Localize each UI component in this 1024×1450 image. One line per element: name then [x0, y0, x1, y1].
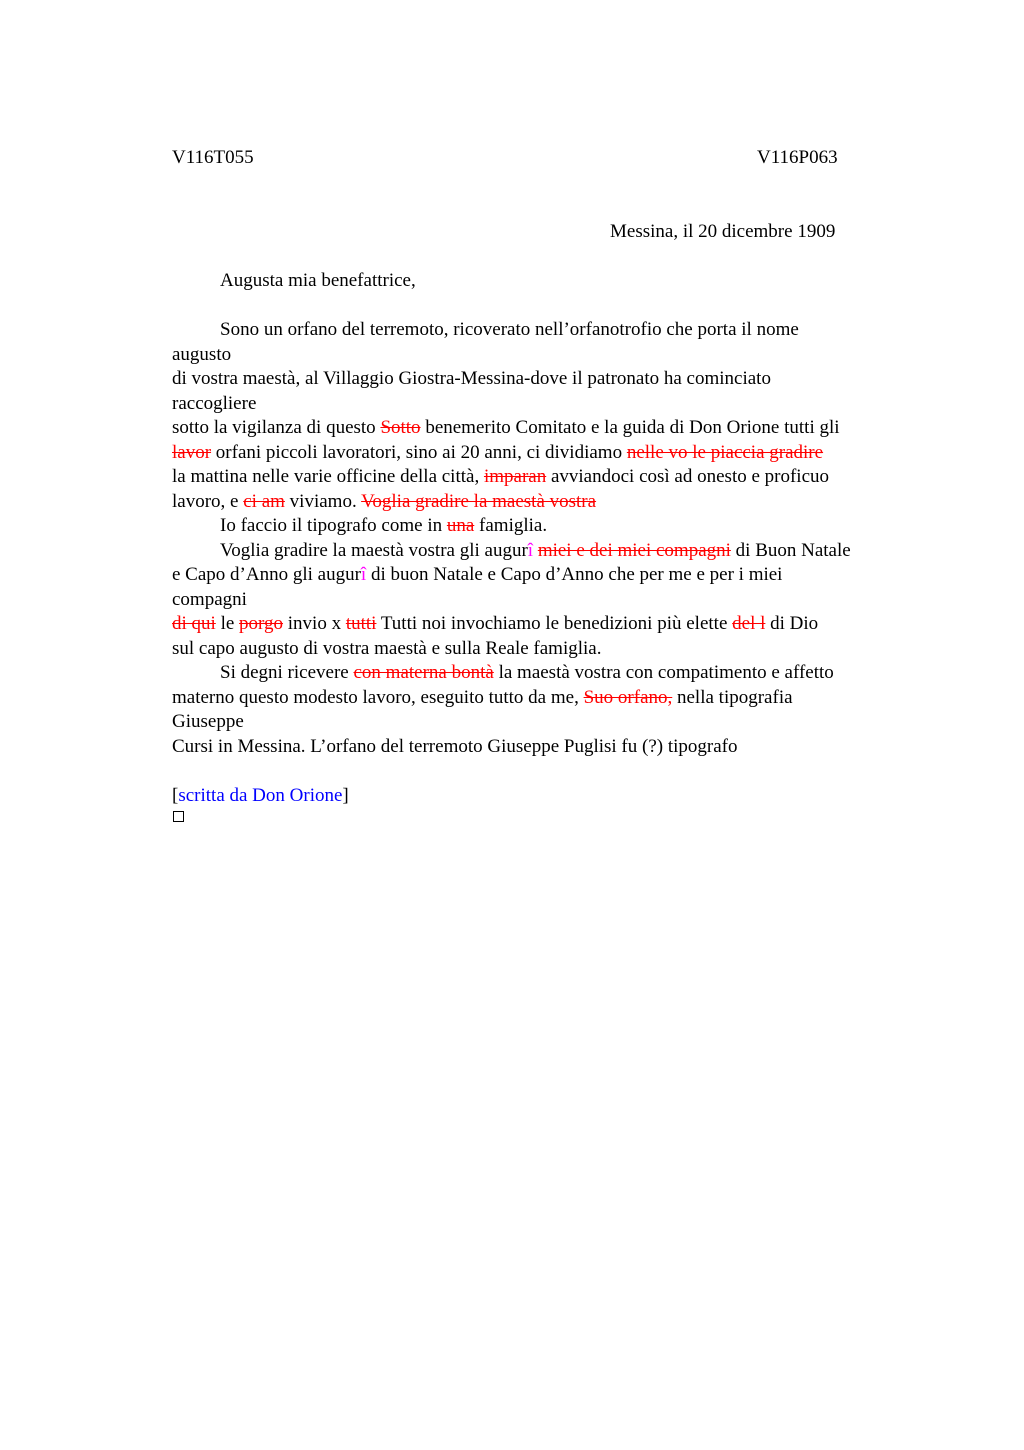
body-line: materno questo modesto lavoro, eseguito tutto da me, Suo orfano, nella tipografia — [172, 687, 793, 708]
body-line: lavoro, e ci am viviamo. Voglia gradire la maestà vostra — [172, 491, 597, 512]
deleted-text: con materna bontà — [353, 662, 494, 683]
editorial-note: [scritta da Don Orione] — [172, 785, 349, 806]
deleted-text: di qui — [172, 613, 216, 634]
deleted-text: imparan — [483, 466, 547, 487]
header-right-code: V116P063 — [757, 147, 838, 168]
deleted-text: una — [446, 515, 475, 536]
editorial-note-text: scritta da Don Orione — [178, 785, 343, 806]
deleted-text: lavor — [172, 442, 212, 463]
body-line: Sono un orfano del terremoto, ricoverato nell’orfanotrofio che porta il nome — [220, 319, 799, 340]
body-line: Cursi in Messina. L’orfano del terremoto Giuseppe Puglisi fu (?) tipografo — [172, 736, 738, 757]
body-line: sul capo augusto di vostra maestà e sulla Reale famiglia. — [172, 638, 602, 659]
body-line: e Capo d’Anno gli augurî di buon Natale e Capo d’Anno che per me e per i miei — [172, 564, 783, 585]
deleted-text: ci am — [243, 491, 285, 512]
body-line: augusto — [172, 344, 232, 365]
body-line: lavor orfani piccoli lavoratori, sino ai 20 anni, ci dividiamo nelle vo le piaccia gradire — [172, 442, 824, 463]
body-line: Si degni ricevere con materna bontà la maestà vostra con compatimento e affetto — [220, 662, 834, 683]
body-line: Giuseppe — [172, 711, 244, 732]
body-line: raccogliere — [172, 393, 257, 414]
deleted-text: del l — [732, 613, 766, 634]
body-line: Voglia gradire la maestà vostra gli augurî miei e dei miei compagni di Buon Natale — [220, 540, 851, 561]
deleted-text: miei e dei miei compagni — [537, 540, 731, 561]
body-line: Io faccio il tipografo come in una famiglia. — [220, 515, 548, 536]
deleted-text: nelle vo le piaccia gradire — [626, 442, 824, 463]
insertion-mark: î — [527, 540, 534, 561]
deleted-text: Voglia gradire la maestà vostra — [361, 491, 597, 512]
insertion-mark: î — [360, 564, 367, 585]
body-line: di qui le porgo invio x tutti Tutti noi invochiamo le benedizioni più elette del l di Dio — [172, 613, 819, 634]
body-line: sotto la vigilanza di questo Sotto benemerito Comitato e la guida di Don Orione tutti gli — [172, 417, 840, 438]
date-line: Messina, il 20 dicembre 1909 — [610, 221, 836, 242]
deleted-text: Sotto — [380, 417, 421, 438]
body-line: di vostra maestà, al Villaggio Giostra-Messina-dove il patronato ha cominciato — [172, 368, 771, 389]
header-left-code: V116T055 — [172, 147, 254, 168]
square-glyph-icon — [173, 811, 184, 822]
salutation: Augusta mia benefattrice, — [220, 270, 416, 291]
deleted-text: Suo orfano, — [583, 687, 673, 708]
body-line: la mattina nelle varie officine della città, imparan avviandoci così ad onesto e proficuo — [172, 466, 830, 487]
deleted-text: tutti — [345, 613, 377, 634]
deleted-text: porgo — [239, 613, 284, 634]
body-line: compagni — [172, 589, 247, 610]
